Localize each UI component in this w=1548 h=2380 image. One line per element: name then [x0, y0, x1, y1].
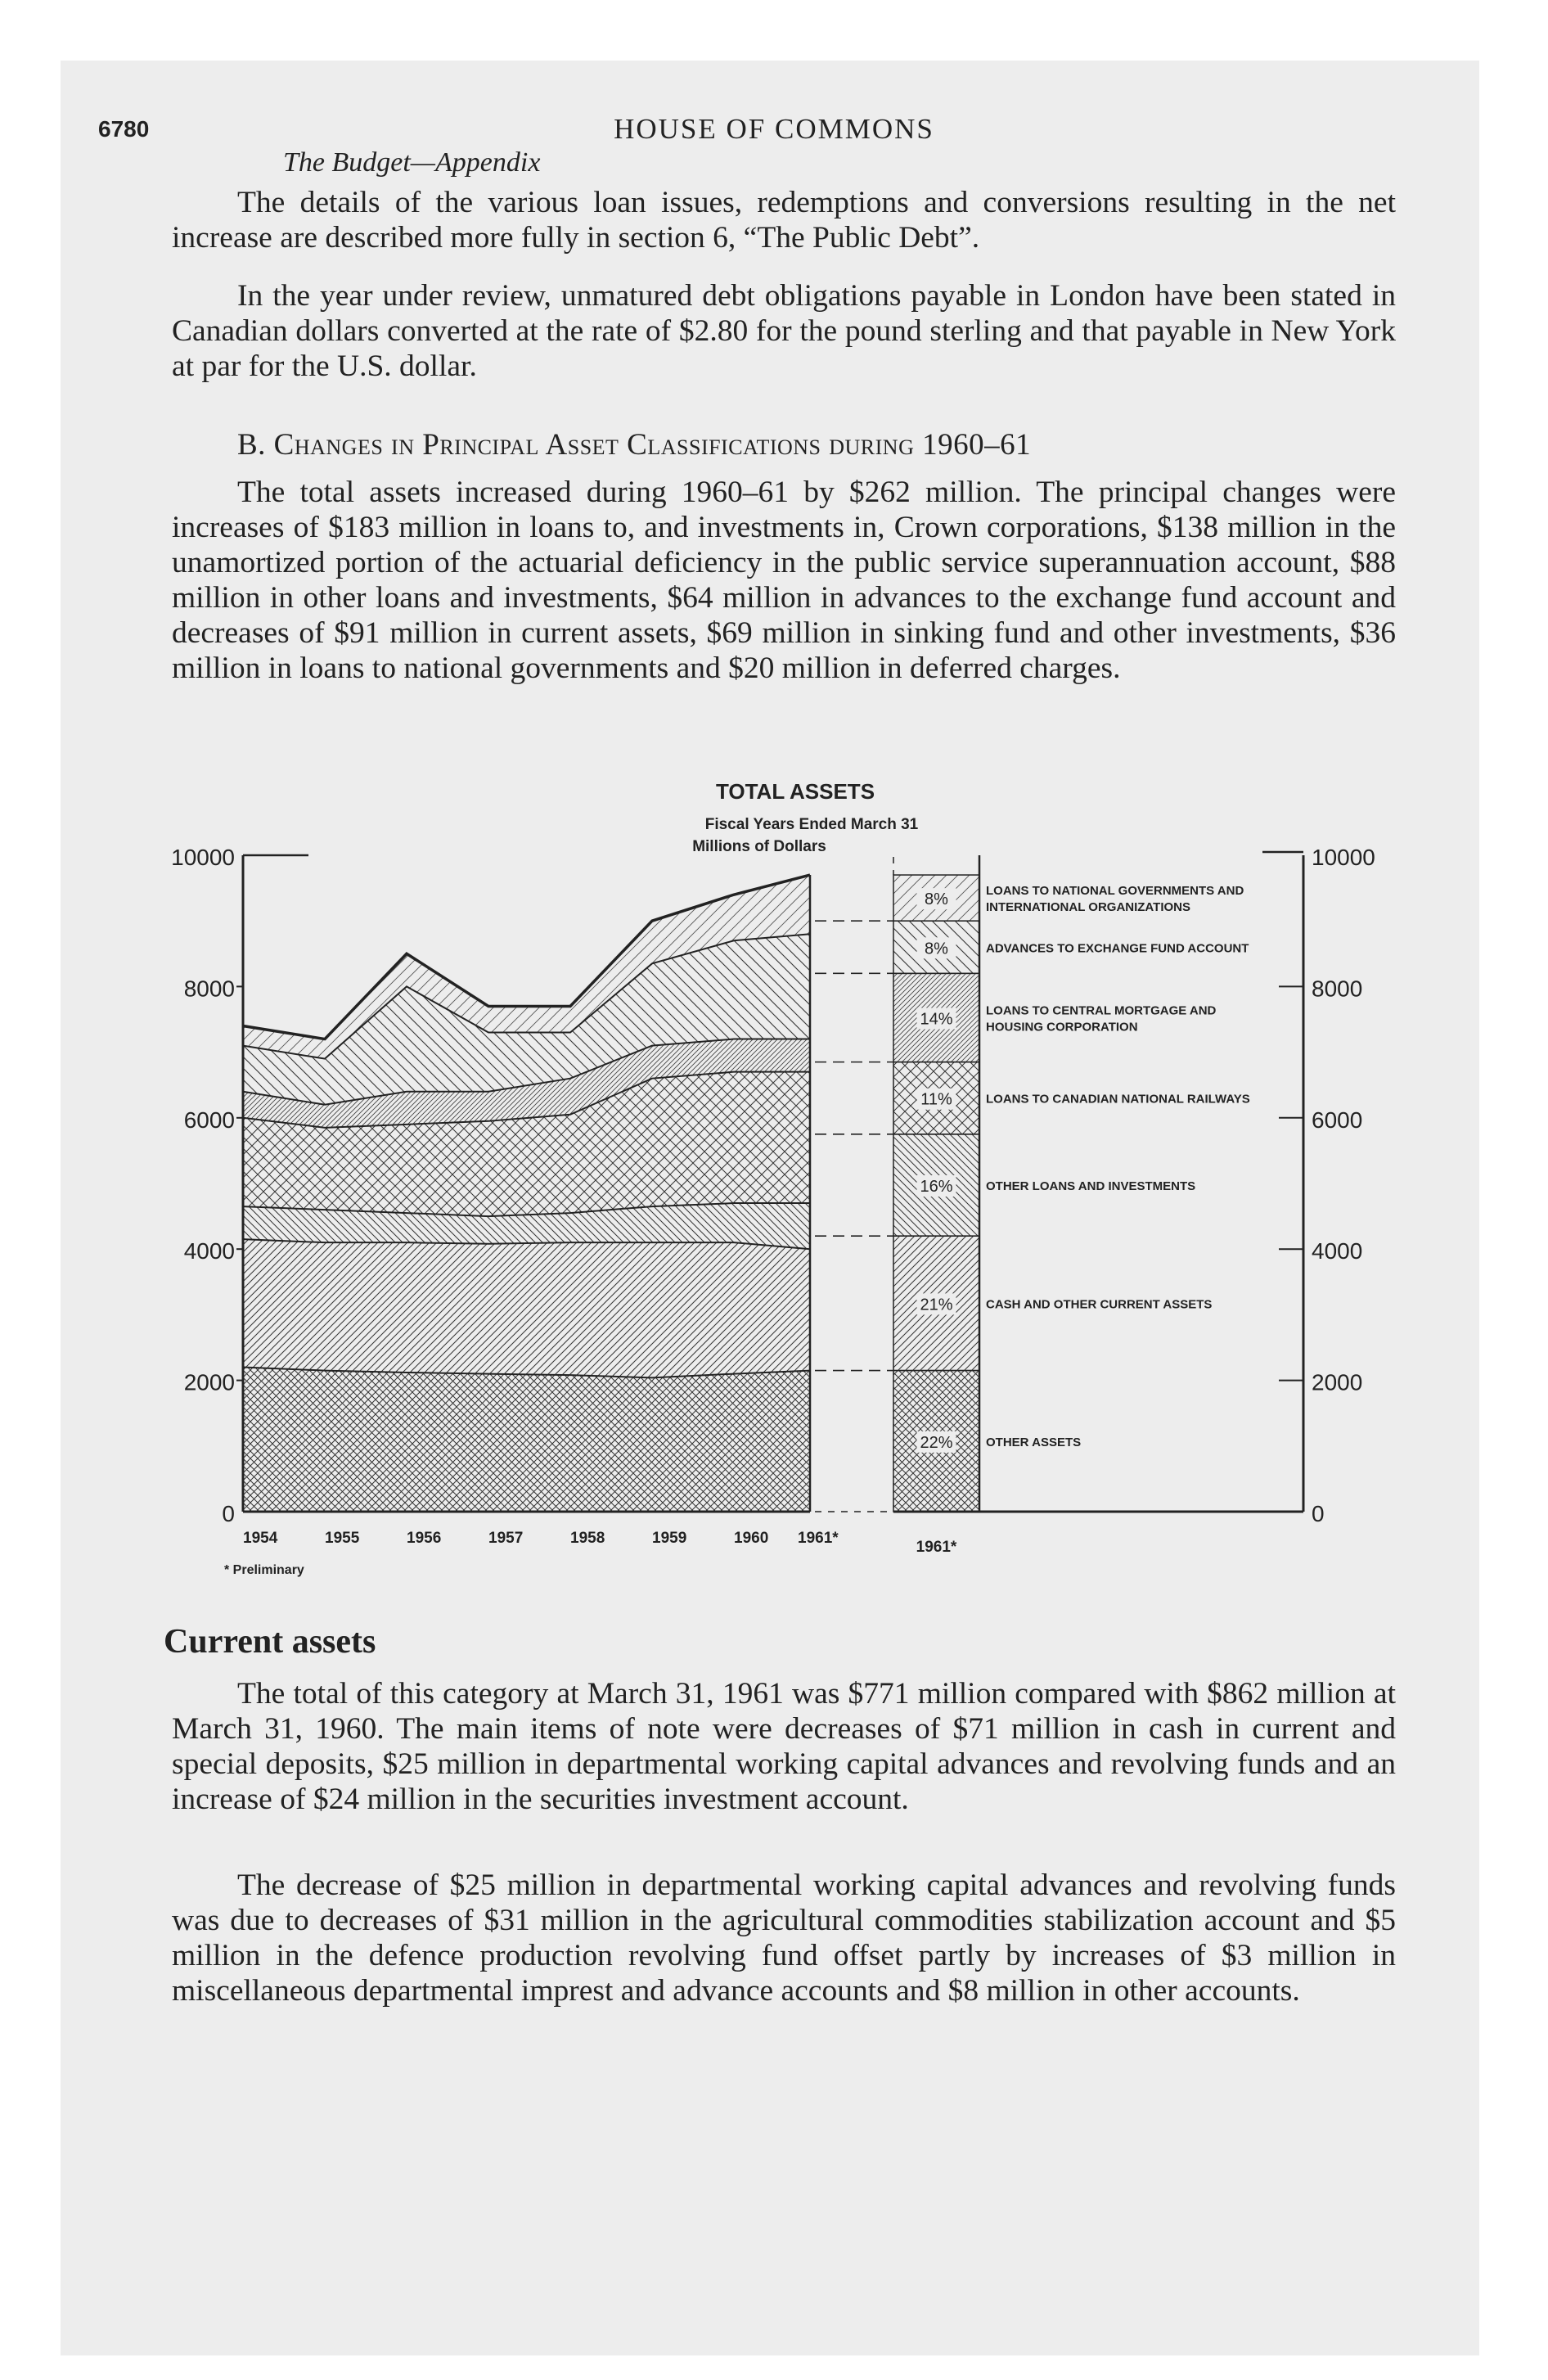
legend-label-4: LOANS TO CANADIAN NATIONAL RAILWAYS — [986, 1092, 1250, 1107]
paragraph-current-assets: The total of this category at March 31, 1961 was $771 million compared with $862 million at March 31, 1960. The main items of note were decreases of $71 million in cash in current and special deposits, $25 million in departmental working capital advances and revolving funds and an increase of $24 million in the securities investment account. — [172, 1677, 1396, 1816]
x-label-1956: 1956 — [407, 1530, 442, 1547]
y-label-left-4: 8000 — [183, 976, 235, 1002]
chart-footnote: * Preliminary — [224, 1563, 304, 1577]
percent-label-6: 8% — [925, 940, 948, 958]
percent-label-2: 21% — [920, 1296, 953, 1314]
x-label-bar-1961: 1961* — [916, 1539, 957, 1556]
y-label-left-2: 4000 — [183, 1238, 235, 1264]
legend-label-1: OTHER ASSETS — [986, 1435, 1082, 1449]
running-head: HOUSE OF COMMONS — [614, 113, 934, 145]
percent-label-7: 8% — [925, 890, 948, 909]
legend-label-7-line-1: LOANS TO NATIONAL GOVERNMENTS AND — [986, 884, 1244, 899]
paragraph-total-assets: The total assets increased during 1960–61 by $262 million. The principal changes were increases of $183 million in loans to, and investments in, Crown corporations, $138 million in the unamortized portion of the actuarial deficiency in the public service superannuation account, $88 million in other loans and investments, $64 million in advances to the exchange fund account and decreases of $91 million in current assets, $69 million in sinking fund and other investments, $36 million in loans to national governments and $20 million in deferred charges. — [172, 476, 1396, 685]
x-label-1954: 1954 — [243, 1530, 278, 1547]
area-band-2 — [243, 1239, 810, 1377]
percent-label-1: 22% — [920, 1433, 953, 1452]
y-label-right-4: 8000 — [1312, 976, 1363, 1002]
y-label-right-3: 6000 — [1312, 1107, 1363, 1133]
percent-label-3: 16% — [920, 1178, 953, 1197]
y-label-right-0: 0 — [1312, 1501, 1325, 1526]
x-label-1960: 1960 — [734, 1530, 769, 1547]
paragraph-loan-issues: The details of the various loan issues, redemptions and conversions resulting in the net increase are described more fully in section 6, “The Public Debt”. — [172, 186, 1396, 255]
y-label-right-5: 10000 — [1312, 845, 1375, 870]
page-number: 6780 — [98, 116, 150, 142]
chart-subtitle: Fiscal Years Ended March 31 — [704, 816, 919, 833]
legend-label-5-line-1: LOANS TO CENTRAL MORTGAGE AND — [986, 1003, 1217, 1018]
x-label-1957: 1957 — [488, 1530, 524, 1547]
percent-label-5: 14% — [920, 1010, 953, 1029]
area-band-1 — [243, 1368, 810, 1512]
paragraph-debt-obligations: In the year under review, unmatured debt obligations payable in London have been stated in Canadian dollars converted at the rate of $2.80 for the pound sterling and that payable in New York at par for the U.S. dollar. — [172, 279, 1396, 383]
y-label-left-3: 6000 — [183, 1107, 235, 1133]
section-head: The Budget—Appendix — [283, 147, 541, 178]
y-label-left-0: 0 — [222, 1501, 235, 1526]
x-label-1959: 1959 — [652, 1530, 687, 1547]
legend-label-6: ADVANCES TO EXCHANGE FUND ACCOUNT — [986, 941, 1249, 956]
y-label-right-2: 4000 — [1312, 1238, 1363, 1264]
legend-label-3: OTHER LOANS AND INVESTMENTS — [986, 1179, 1196, 1194]
y-label-left-5: 10000 — [171, 845, 235, 870]
percent-label-4: 11% — [920, 1090, 952, 1109]
x-label-1958: 1958 — [570, 1530, 605, 1547]
heading-current-assets: Current assets — [164, 1623, 376, 1661]
x-label-1955: 1955 — [325, 1530, 360, 1547]
y-label-right-1: 2000 — [1312, 1369, 1363, 1395]
legend-label-5-line-2: HOUSING CORPORATION — [986, 1020, 1138, 1034]
x-label-1961-prelim: 1961* — [798, 1530, 839, 1547]
chart-units: Millions of Dollars — [692, 838, 826, 855]
chart-title: TOTAL ASSETS — [715, 779, 875, 804]
legend-label-7-line-2: INTERNATIONAL ORGANIZATIONS — [986, 900, 1190, 915]
paragraph-working-capital: The decrease of $25 million in departmental working capital advances and revolving funds was due to decreases of $31 million in the agricultural commodities stabilization account and $5 million in the defence production revolving fund offset partly by increases of $3 million in miscellaneous departmental imprest and advance accounts and $8 million in other accounts. — [172, 1868, 1396, 2008]
legend-label-2: CASH AND OTHER CURRENT ASSETS — [986, 1297, 1213, 1312]
heading-asset-changes: B. Changes in Principal Asset Classifications during 1960–61 — [237, 428, 1032, 462]
y-label-left-1: 2000 — [183, 1369, 235, 1395]
